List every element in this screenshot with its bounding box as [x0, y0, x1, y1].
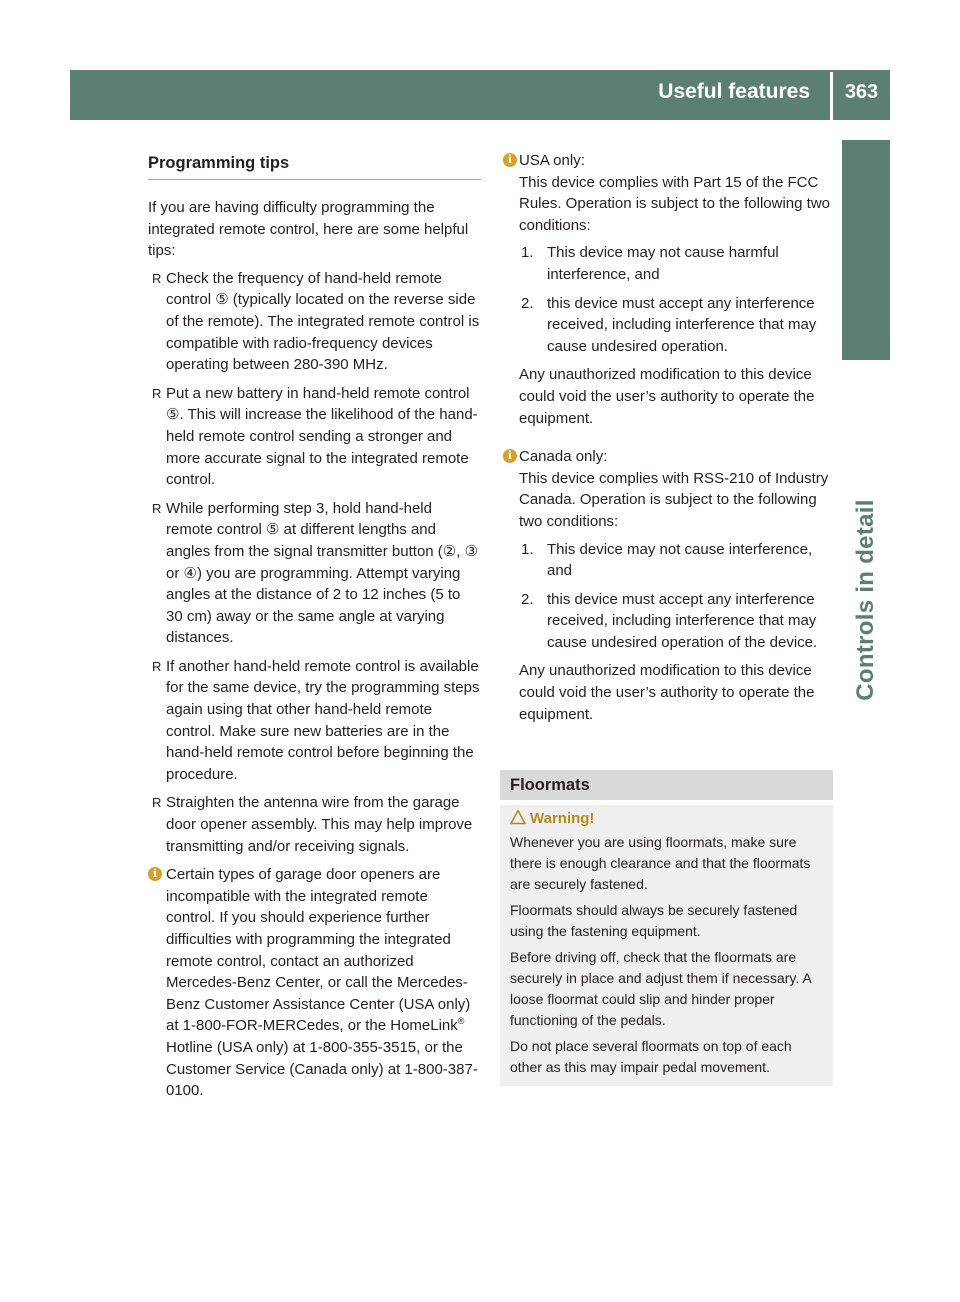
left-column	[148, 150, 481, 1102]
list-item	[148, 383, 481, 491]
intro-paragraph: If you are having difficulty programming the integrated remote control, here are some helpful tips:	[148, 199, 469, 260]
programming-tips-heading: Programming tips	[148, 150, 481, 180]
section-header-title: Useful features	[658, 80, 810, 103]
item-number: 2.	[521, 590, 534, 608]
item-number: 2.	[521, 294, 534, 312]
registered-mark: ®	[457, 1016, 465, 1027]
list-item-text: While performing step 3, hold hand-held remote control ⑤ at different lengths and angles from the signal transmitter button (②, ③ or ④) you are programming. Attempt varying angles at the distance of 2 to 12 inches (5 to 30 cm) away or the same angle at varying distances.	[166, 499, 479, 647]
canada-text: This device complies with RSS-210 of Industry Canada. Operation is subject to the following two conditions:	[519, 469, 829, 530]
warning-paragraph: Do not place several floormats on top of each other as this may impair pedal movement.	[510, 1038, 792, 1076]
chapter-label	[843, 370, 889, 830]
item-text: this device must accept any interference received, including interference that may cause undesired operation.	[547, 294, 817, 355]
item-text: This device may not cause interference, and	[547, 540, 813, 580]
list-item	[148, 792, 481, 857]
item-number: 1.	[521, 540, 534, 558]
list-item	[148, 656, 481, 786]
bullet-marker: R	[152, 500, 162, 516]
canada-note	[500, 446, 833, 725]
list-item-text: Straighten the antenna wire from the garage door opener assembly. This may help improve transmitting and/or receiving signals.	[166, 794, 473, 855]
garage-opener-note	[148, 864, 481, 1102]
info-icon: i	[503, 449, 517, 463]
bullet-marker: R	[152, 385, 162, 401]
info-icon: i	[503, 153, 517, 167]
note-text-part2: Hotline (USA only) at 1-800-355-3515, or the Customer Service (Canada only) at 1-800-387-0100.	[166, 1038, 478, 1100]
list-item-text: If another hand-held remote control is available for the same device, try the programming steps again using that other hand-held remote control. Make sure new batteries are in the hand-held remote control before beginning the procedure.	[166, 657, 480, 783]
warning-paragraph: Before driving off, check that the floormats are securely in place and adjust them if necessary. A loose floormat could slip and hinder proper functioning of the pedals.	[510, 949, 811, 1029]
usa-heading: USA only:	[519, 152, 585, 169]
usa-note	[500, 150, 833, 429]
chapter-label-text: Controls in detail	[852, 499, 879, 701]
warning-header	[510, 808, 825, 829]
item-number: 1.	[521, 244, 534, 262]
warning-triangle-icon	[510, 809, 526, 825]
list-item	[148, 498, 481, 649]
floormats-warning	[500, 805, 833, 1086]
list-item-text: Check the frequency of hand-held remote control ⑤ (typically located on the reverse side of the remote). The integrated remote control is compatible with radio-frequency devices operating between 280-390 MHz.	[166, 269, 480, 374]
list-item	[519, 293, 833, 358]
list-item	[519, 539, 833, 582]
canada-heading: Canada only:	[519, 448, 608, 466]
note-text-part1: Certain types of garage door openers are incompatible with the integrated remote control. If you should experience further difficulties with programming the integrated remote control, contact an authorized Mercedes-Benz Center, or call the Mercedes-Benz Customer Assistance Center (USA only) at 1-800-FOR-MERCedes, or the HomeLink	[166, 866, 471, 1035]
list-item-text: Put a new battery in hand-held remote control ⑤. This will increase the likelihood of the hand-held remote control sending a stronger and more accurate signal to the integrated remote control.	[166, 384, 478, 489]
floormats-heading: Floormats	[500, 770, 833, 800]
right-column	[500, 150, 833, 1086]
usa-closing: Any unauthorized modification to this device could void the user’s authority to operate the equipment.	[519, 366, 815, 427]
info-icon: i	[148, 867, 162, 881]
chapter-tab	[842, 140, 890, 360]
page-number: 363	[844, 81, 879, 103]
bullet-marker: R	[152, 795, 162, 811]
list-item	[519, 242, 833, 285]
canada-conditions	[519, 539, 833, 654]
list-item	[148, 268, 481, 376]
list-item	[519, 589, 833, 654]
item-text: this device must accept any interference received, including interference that may cause undesired operation of the device.	[547, 590, 818, 651]
warning-label: Warning!	[530, 810, 595, 828]
bullet-marker: R	[152, 658, 162, 674]
warning-paragraph: Floormats should always be securely fastened using the fastening equipment.	[510, 902, 798, 940]
usa-conditions	[519, 242, 833, 357]
item-text: This device may not cause harmful interference, and	[547, 244, 779, 283]
canada-closing: Any unauthorized modification to this device could void the user’s authority to operate the equipment.	[519, 662, 815, 723]
bullet-marker: R	[152, 270, 162, 286]
header-bar	[70, 70, 890, 120]
usa-text: This device complies with Part 15 of the FCC Rules. Operation is subject to the following two conditions:	[519, 173, 830, 234]
warning-paragraph: Whenever you are using floormats, make sure there is enough clearance and that the floormats are securely fastened.	[510, 834, 811, 893]
